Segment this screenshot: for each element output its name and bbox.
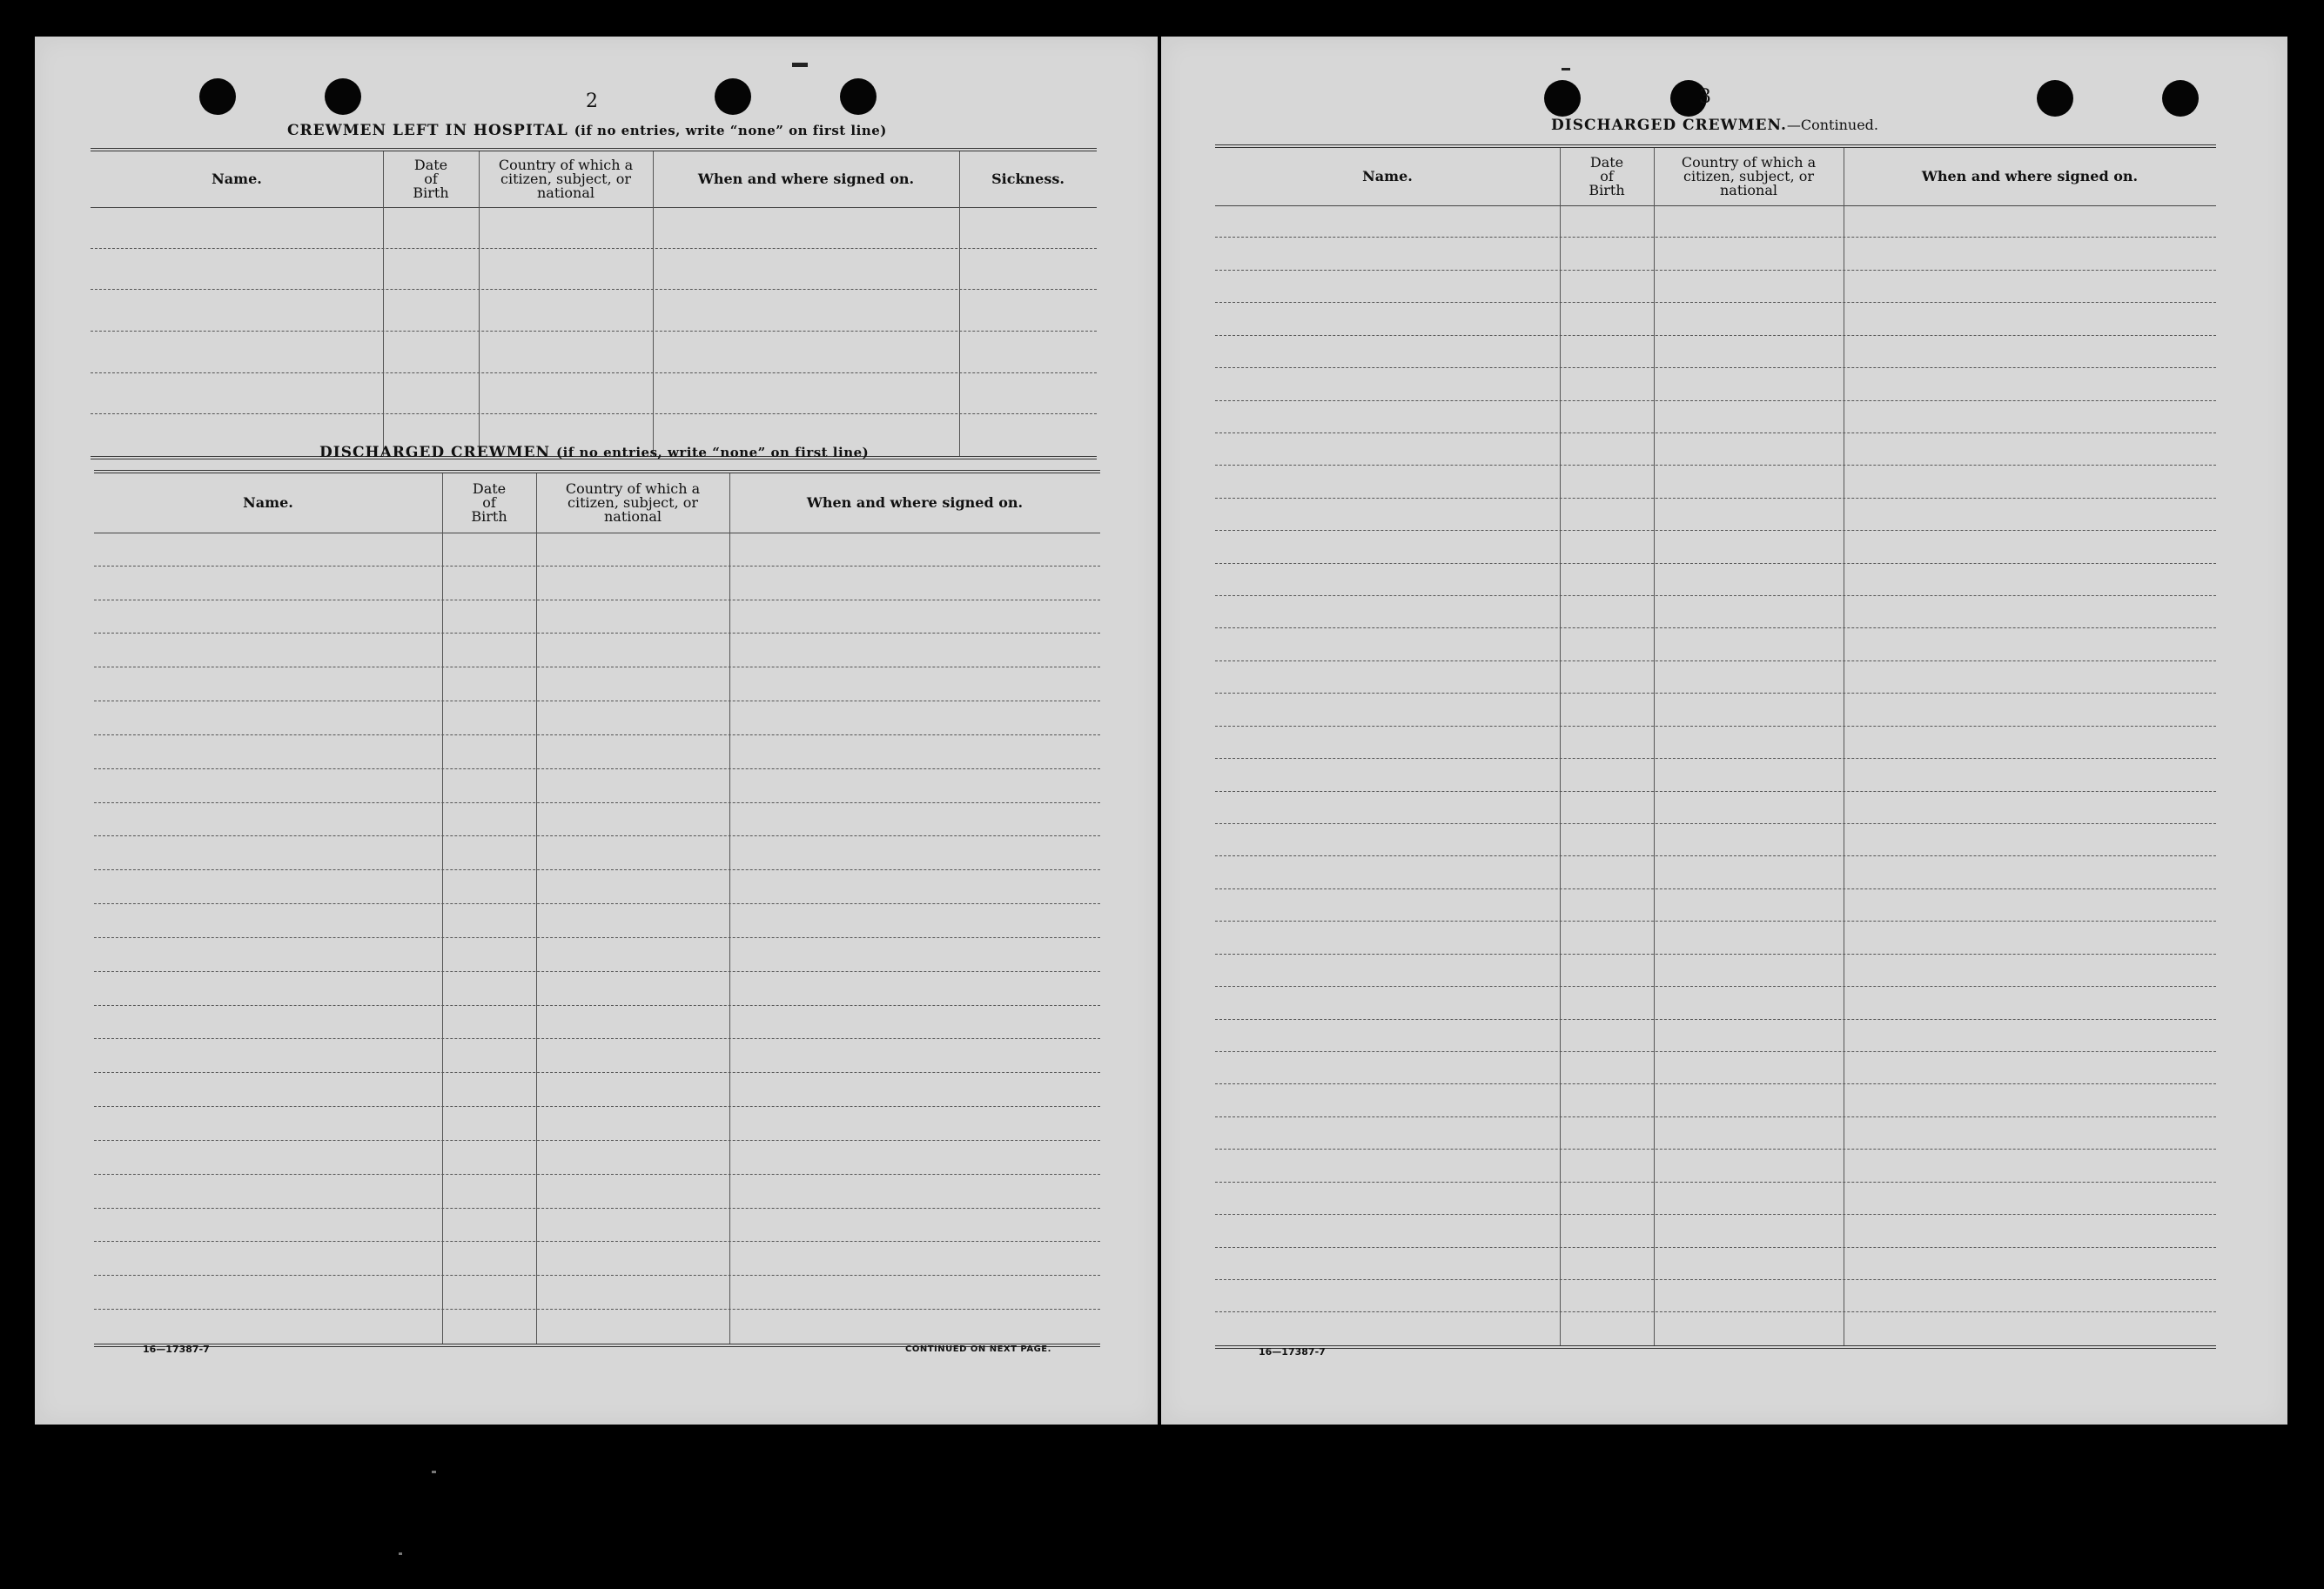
table-row (1215, 889, 2216, 922)
table-row (94, 836, 1100, 870)
table-row (1215, 303, 2216, 335)
table-row (1215, 433, 2216, 466)
table-row (94, 667, 1100, 701)
column-header-sickness: Sickness. (991, 171, 1065, 187)
column-header-signed-on: When and where signed on. (1921, 168, 2139, 184)
table-row (1215, 1150, 2216, 1182)
speck (399, 1552, 402, 1555)
table-row (94, 1039, 1100, 1073)
table-row (94, 1209, 1100, 1243)
table-row (1215, 1052, 2216, 1084)
page-number: 2 (586, 91, 598, 112)
discharged-continued-table (1215, 144, 2216, 1349)
ink-mark (1562, 68, 1570, 70)
column-header-date-of-birth: Date of Birth (471, 480, 507, 525)
punch-hole (840, 78, 877, 115)
discharged-title-note: (if no entries, write “none” on first line) (555, 445, 870, 460)
discharged-continued-title (1551, 117, 1878, 134)
table-row (94, 870, 1100, 904)
table-row (1215, 368, 2216, 400)
table-row (1215, 1248, 2216, 1280)
discharged-continued-table-header (1215, 148, 2216, 206)
discharged-rows (94, 533, 1100, 1344)
table-row (94, 533, 1100, 567)
table-row (1215, 1312, 2216, 1344)
table-row (94, 769, 1100, 803)
table-row (94, 904, 1100, 938)
column-header-signed-on: When and where signed on. (806, 494, 1024, 511)
hospital-table (91, 148, 1097, 459)
table-row (1215, 499, 2216, 531)
table-row (1215, 1020, 2216, 1052)
discharged-table-header (94, 473, 1100, 533)
hospital-section-title (287, 122, 887, 139)
discharged-table (94, 470, 1100, 1347)
hospital-table-header (91, 151, 1097, 208)
table-row (1215, 727, 2216, 759)
punch-hole (715, 78, 751, 115)
discharged-continued-rows (1215, 205, 2216, 1345)
table-row (91, 249, 1097, 291)
table-row (1215, 694, 2216, 726)
discharged-title-text: DISCHARGED CREWMEN (319, 444, 551, 461)
right-page (1161, 37, 2287, 1425)
table-row (94, 1107, 1100, 1141)
table-row (91, 207, 1097, 249)
table-row (1215, 661, 2216, 694)
column-header-name: Name. (243, 494, 293, 511)
table-row (1215, 1084, 2216, 1116)
table-row (1215, 955, 2216, 987)
table-row (1215, 564, 2216, 596)
table-row (1215, 856, 2216, 888)
punch-hole (2037, 80, 2073, 117)
hospital-title-note: (if no entries, write “none” on first line) (574, 123, 887, 138)
table-row (1215, 531, 2216, 563)
table-row (94, 1276, 1100, 1310)
speck (432, 1471, 436, 1473)
table-row (1215, 922, 2216, 954)
table-row (94, 803, 1100, 837)
table-row (1215, 987, 2216, 1019)
continued-note: CONTINUED ON NEXT PAGE. (905, 1344, 1051, 1354)
page-number: 3 (1699, 86, 1711, 108)
table-row (94, 938, 1100, 972)
table-row (1215, 401, 2216, 433)
discharged-section-title (319, 444, 869, 461)
table-row (1215, 759, 2216, 791)
ink-mark (792, 63, 808, 67)
table-row (94, 1141, 1100, 1175)
table-row (91, 290, 1097, 332)
table-row (1215, 824, 2216, 856)
punch-hole (1544, 80, 1581, 117)
table-row (1215, 1280, 2216, 1312)
hospital-title-text: CREWMEN LEFT IN HOSPITAL (287, 122, 568, 139)
table-row (1215, 1215, 2216, 1247)
column-header-name: Name. (212, 171, 262, 187)
table-row (94, 1242, 1100, 1276)
table-row (94, 600, 1100, 634)
table-row (1215, 205, 2216, 238)
form-code: 16—17387-7 (143, 1344, 210, 1355)
column-header-country: Country of which a citizen, subject, or national (565, 480, 701, 525)
hospital-rows (91, 207, 1097, 456)
column-header-name: Name. (1362, 168, 1413, 184)
punch-hole (199, 78, 236, 115)
column-header-date-of-birth: Date of Birth (1589, 154, 1625, 198)
column-header-signed-on: When and where signed on. (697, 171, 915, 187)
column-header-country: Country of which a citizen, subject, or national (1681, 154, 1817, 198)
table-row (1215, 792, 2216, 824)
table-row (1215, 1117, 2216, 1150)
table-row (91, 373, 1097, 415)
table-row (1215, 238, 2216, 270)
table-row (94, 1175, 1100, 1209)
table-row (91, 332, 1097, 373)
left-page (35, 37, 1158, 1425)
table-row (1215, 628, 2216, 660)
table-row (1215, 466, 2216, 498)
form-code: 16—17387-7 (1259, 1346, 1326, 1358)
table-row (1215, 596, 2216, 628)
table-row (94, 1006, 1100, 1040)
table-row (1215, 336, 2216, 368)
punch-hole (2162, 80, 2199, 117)
table-row (94, 1073, 1100, 1107)
table-row (94, 972, 1100, 1006)
column-header-date-of-birth: Date of Birth (413, 157, 449, 201)
punch-hole (325, 78, 361, 115)
continued-label: —Continued. (1786, 117, 1879, 133)
table-row (1215, 1183, 2216, 1215)
table-row (1215, 271, 2216, 303)
discharged-continued-title-text: DISCHARGED CREWMEN. (1551, 117, 1787, 134)
column-header-country: Country of which a citizen, subject, or national (498, 157, 634, 201)
table-row (94, 634, 1100, 667)
table-row (94, 1310, 1100, 1344)
table-row (94, 701, 1100, 735)
table-row (94, 567, 1100, 600)
table-row (94, 735, 1100, 769)
